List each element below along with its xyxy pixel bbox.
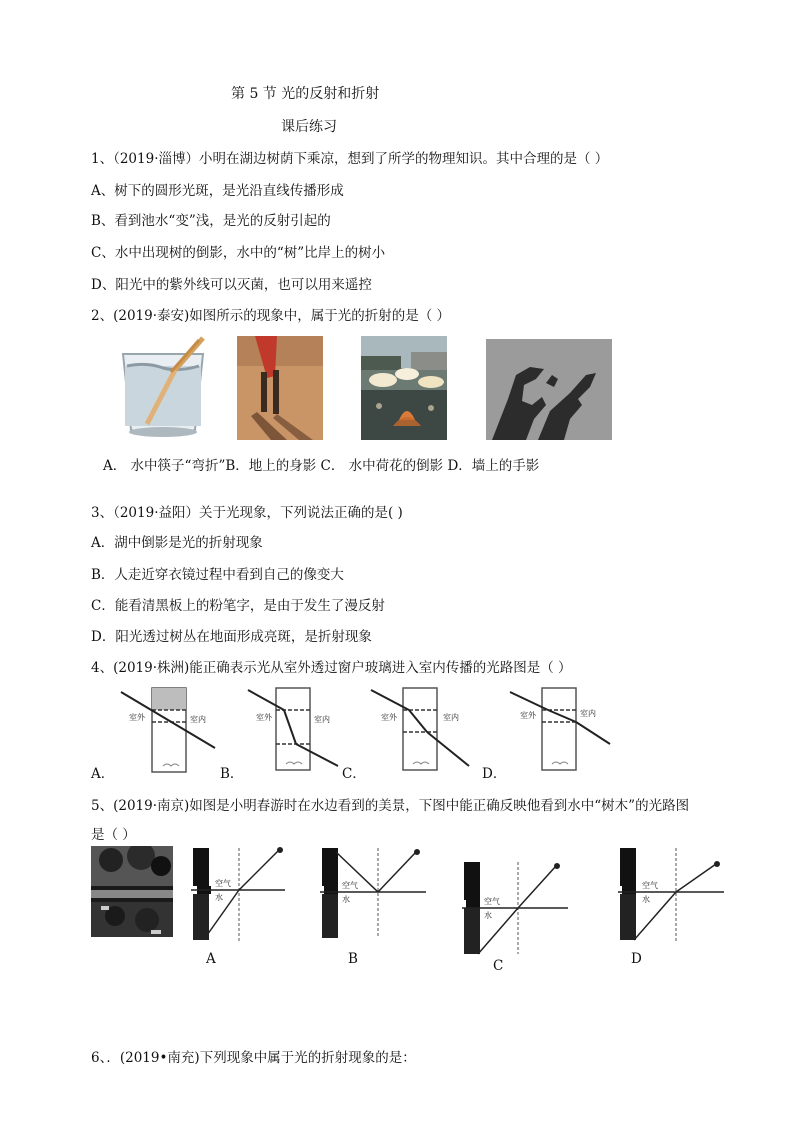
- question-2-stem: 2、(2019·泰安)如图所示的现象中，属于光的折射的是（ ）: [91, 308, 451, 324]
- label-air: 空气: [484, 897, 500, 906]
- question-3-option-b: B．人走近穿衣镜过程中看到自己的像变大: [91, 567, 344, 583]
- question-3-option-d: D．阳光透过树丛在地面形成亮斑，是折射现象: [91, 629, 372, 645]
- window-diagram-b: [244, 686, 344, 774]
- window-diagram-d: [504, 686, 614, 774]
- question-4-label-a: A．: [91, 766, 115, 782]
- light-path-diagram-c: [458, 860, 570, 958]
- label-outside: 室外: [256, 713, 272, 722]
- label-water: 水: [642, 895, 650, 904]
- question-4-label-d: D．: [482, 766, 507, 782]
- question-5-label-b: B: [348, 951, 358, 967]
- question-3-option-c: C．能看清黑板上的粉笔字，是由于发生了漫反射: [91, 598, 385, 614]
- window-diagram-c: [365, 686, 475, 774]
- label-air: 空气: [642, 881, 658, 890]
- label-water: 水: [215, 893, 223, 902]
- question-5-label-a: A: [206, 951, 216, 967]
- question-4-label-c: C．: [342, 766, 366, 782]
- question-1-option-a: A、树下的圆形光斑，是光沿直线传播形成: [91, 183, 344, 199]
- label-air: 空气: [215, 879, 231, 888]
- question-5-label-d: D: [631, 951, 642, 967]
- label-inside: 室内: [443, 713, 459, 722]
- page-subtitle: 课后练习: [281, 119, 337, 135]
- question-5-stem-line2: 是（ ）: [91, 827, 136, 843]
- label-outside: 室外: [520, 711, 536, 720]
- question-3-stem: 3、（2019·益阳）关于光现象，下列说法正确的是( ): [91, 505, 403, 521]
- question-6-stem: 6、．(2019•南充)下列现象中属于光的折射现象的是：: [91, 1050, 416, 1066]
- photo-lotus-reflection: [361, 336, 447, 440]
- light-path-diagram-a: [183, 846, 289, 946]
- page-title: 第 5 节 光的反射和折射: [231, 86, 380, 102]
- label-outside: 室外: [381, 713, 397, 722]
- question-5-label-c: C: [493, 958, 504, 974]
- label-inside: 室内: [190, 715, 206, 724]
- light-path-diagram-d: [614, 846, 726, 946]
- label-inside: 室内: [580, 709, 596, 718]
- question-3-option-a: A．湖中倒影是光的折射现象: [91, 535, 263, 551]
- question-1-option-d: D、阳光中的紫外线可以灭菌，也可以用来遥控: [91, 277, 372, 293]
- window-diagram-a: [115, 686, 225, 774]
- photo-tree-reflection: [91, 846, 173, 937]
- question-1-option-b: B、看到池水“变”浅，是光的反射引起的: [91, 213, 331, 229]
- photo-ground-shadow: [237, 336, 323, 440]
- question-4-stem: 4、(2019·株洲)能正确表示光从室外透过窗户玻璃进入室内传播的光路图是（ ）: [91, 660, 572, 676]
- label-water: 水: [484, 911, 492, 920]
- light-path-diagram-b: [316, 846, 428, 942]
- label-water: 水: [342, 895, 350, 904]
- question-1-option-c: C、水中出现树的倒影，水中的“树”比岸上的树小: [91, 245, 386, 261]
- question-4-label-b: B．: [220, 766, 244, 782]
- photo-hand-shadow: [486, 339, 612, 440]
- question-2-captions: A． 水中筷子“弯折”B．地上的身影 C． 水中荷花的倒影 D．墙上的手影: [103, 458, 540, 474]
- label-outside: 室外: [129, 713, 145, 722]
- question-5-stem-line1: 5、(2019·南京)如图是小明春游时在水边看到的美景，下图中能正确反映他看到水中“树木”的光路图: [91, 798, 690, 814]
- label-air: 空气: [342, 881, 358, 890]
- label-inside: 室内: [314, 715, 330, 724]
- photo-chopstick-in-water: [117, 336, 209, 440]
- question-1-stem: 1、（2019·淄博）小明在湖边树荫下乘凉，想到了所学的物理知识。其中合理的是（ ）: [91, 151, 609, 167]
